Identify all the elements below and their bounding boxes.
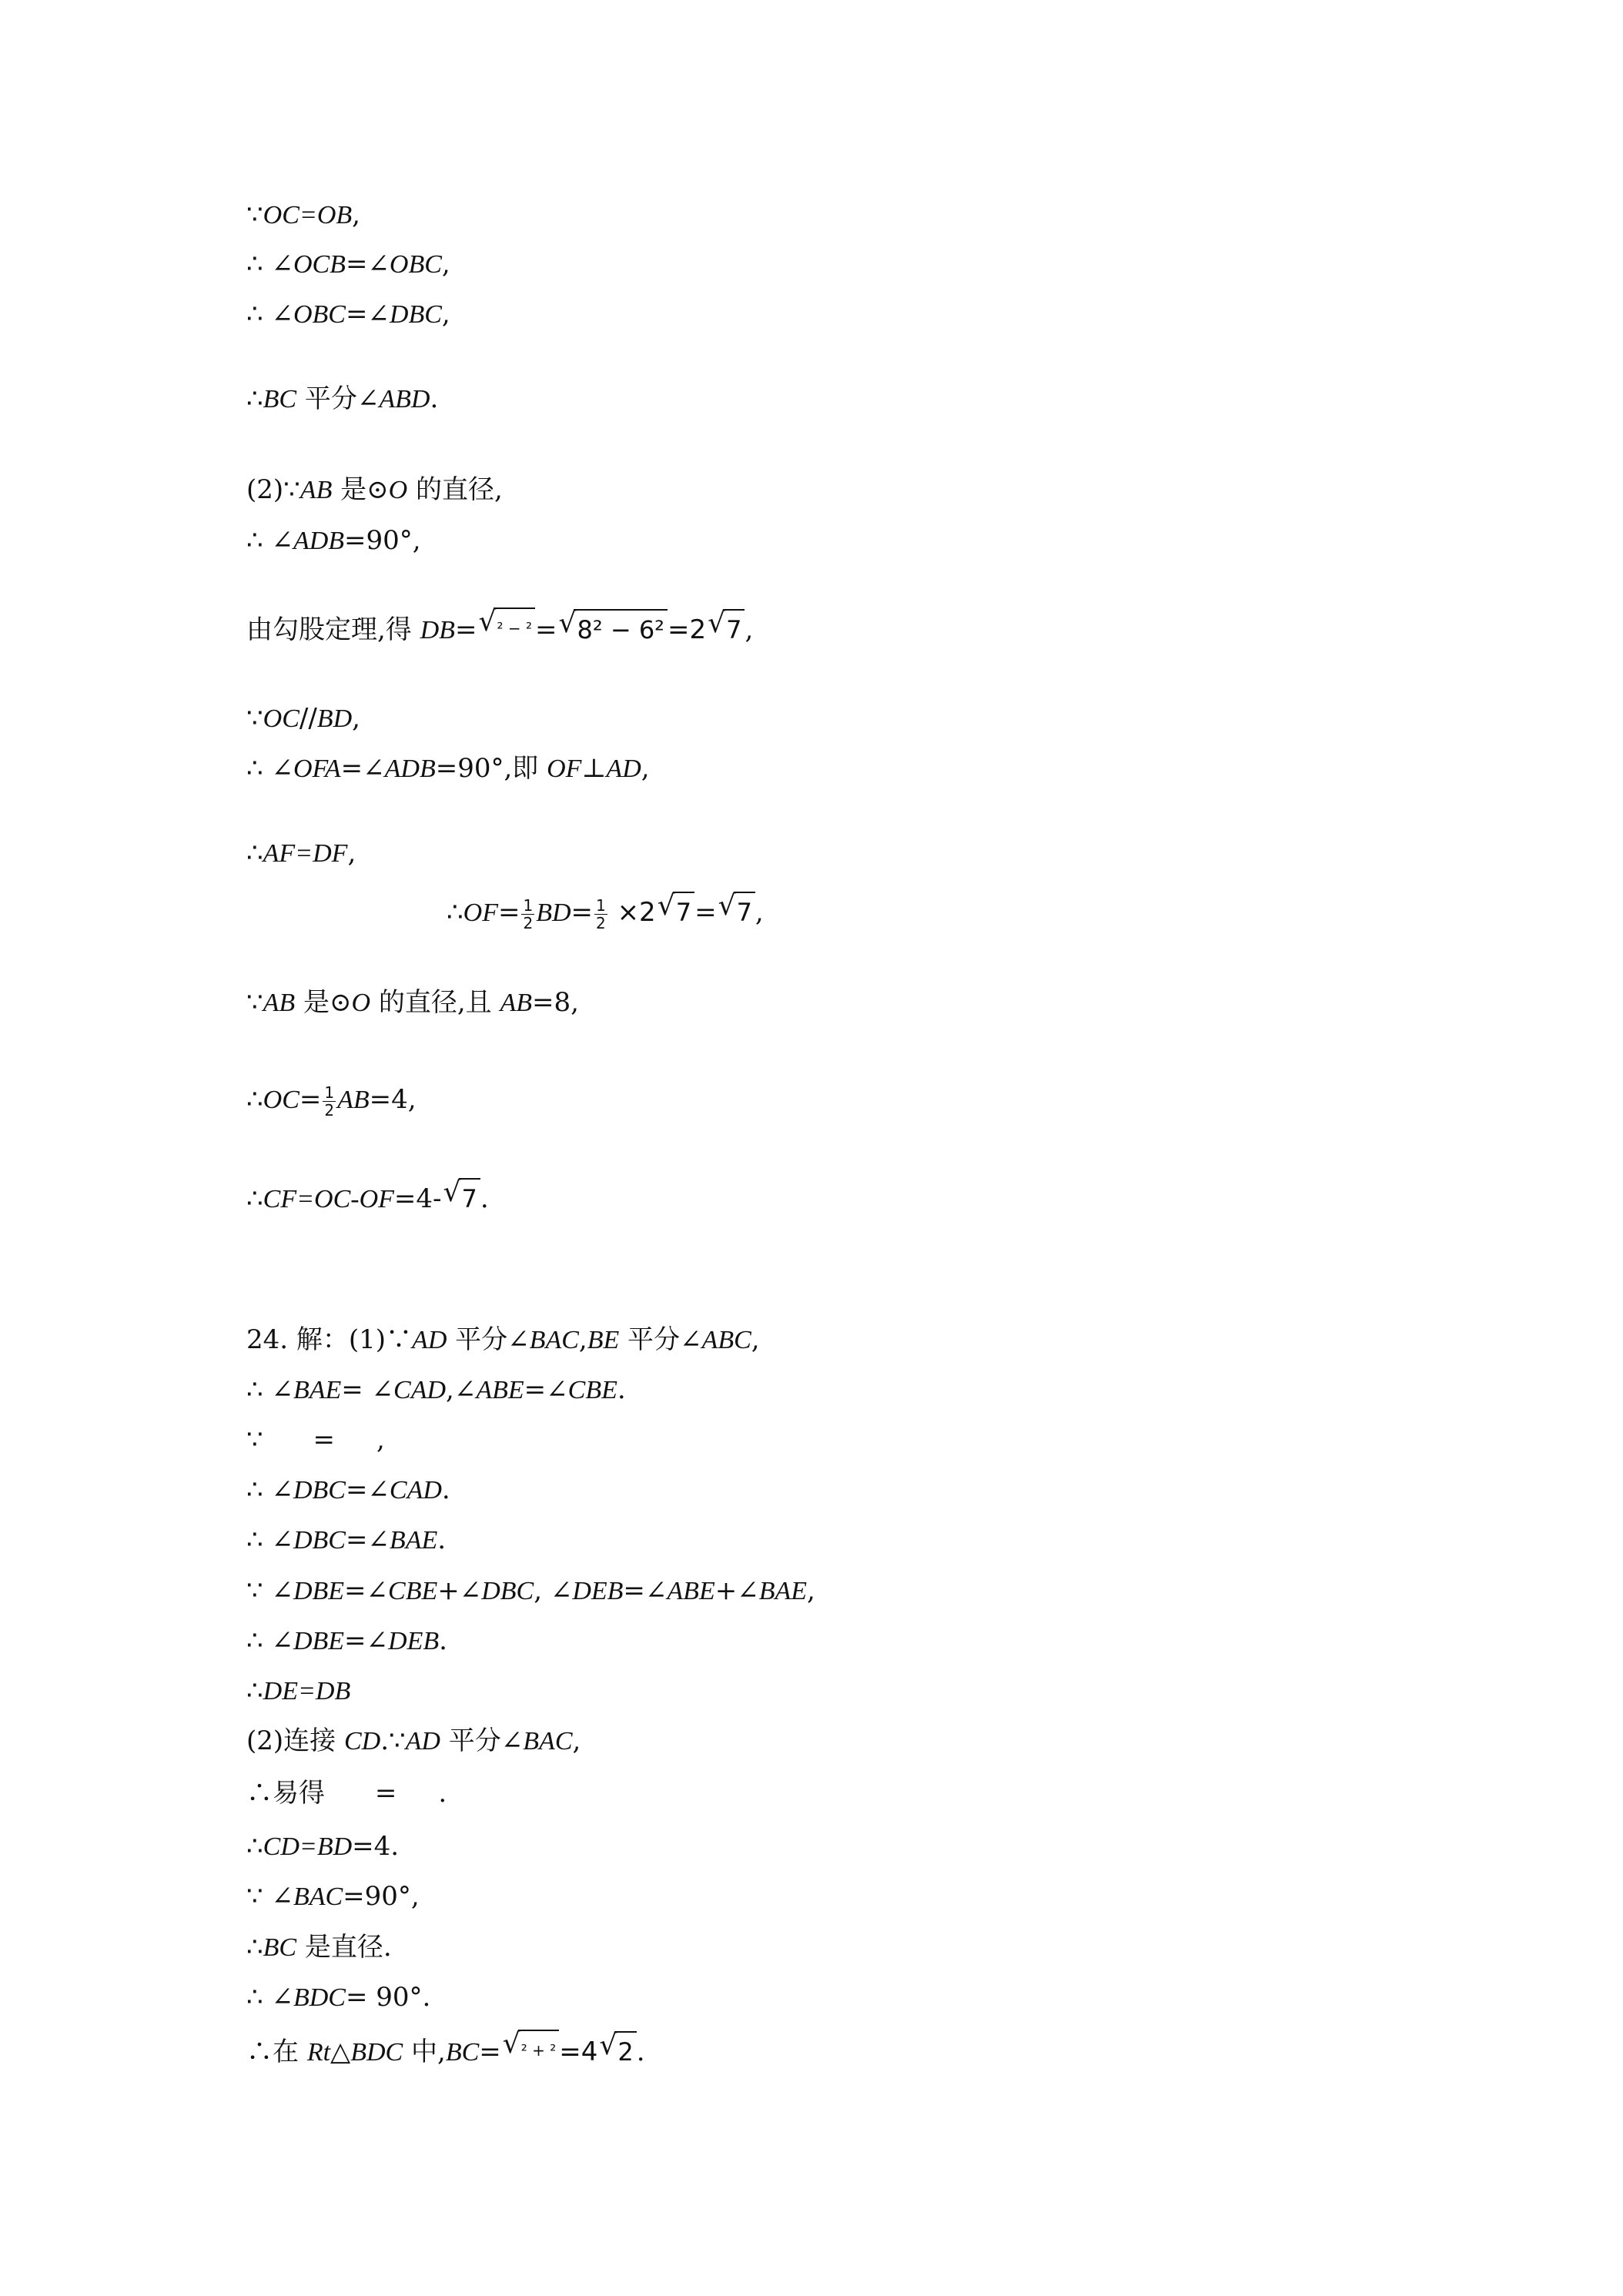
since-symbol: ∵ — [246, 703, 263, 734]
angle-name: ADB — [384, 755, 436, 783]
text-line — [246, 246, 450, 283]
text: 是⊙ — [332, 474, 389, 505]
segment-name: BC — [263, 1933, 297, 1962]
equals: = — [694, 897, 717, 928]
segment-name: AD — [606, 755, 641, 783]
text: =8, — [532, 987, 579, 1018]
since-angle: ∵ ∠ — [246, 1575, 293, 1606]
part-label: (2)连接 — [246, 1725, 344, 1756]
numerator: 1 — [523, 895, 534, 915]
punctuation: , — [347, 838, 356, 869]
therefore-angle: ∴ ∠ — [246, 1374, 293, 1405]
radicand: 7 — [459, 1178, 480, 1217]
equals-angle: =∠ — [340, 753, 385, 784]
math-expression: CD=BD — [263, 1832, 353, 1861]
segment-name: BD — [536, 899, 571, 927]
coefficient: =4 — [559, 2037, 598, 2067]
angle-name: BAC — [523, 1727, 573, 1755]
angle-name: CAD — [389, 1476, 442, 1504]
therefore-angle: ∴ ∠ — [246, 1474, 293, 1505]
therefore-symbol: ∴ — [246, 383, 263, 414]
punctuation: . — [437, 1525, 447, 1555]
text-line — [246, 1082, 417, 1119]
math-expression: AF=DF — [263, 839, 348, 868]
angle-name: BAC — [293, 1883, 343, 1911]
angle-name: OFA — [293, 755, 341, 783]
numerator: 1 — [596, 895, 606, 915]
text: =90°, — [344, 525, 421, 556]
therefore-symbol: ∴ — [246, 1675, 263, 1706]
plus-angle: +∠ — [437, 1575, 482, 1606]
denominator: 2 — [324, 1100, 335, 1120]
angle-name: BDC — [293, 1983, 346, 2012]
plus-angle: +∠ — [714, 1575, 759, 1606]
equals-angle: =∠ — [524, 1374, 568, 1405]
angle-name: ABD — [379, 385, 430, 413]
punctuation: , — [807, 1575, 815, 1606]
numerator: 1 — [324, 1083, 335, 1102]
punctuation: . — [480, 1183, 489, 1214]
circle-name: O — [388, 476, 408, 504]
text-line — [246, 472, 503, 508]
since-symbol: ∵ — [246, 987, 263, 1018]
text: =90°, — [343, 1881, 420, 1912]
radicand: ² − ² — [494, 607, 535, 646]
therefore-angle: ∴ ∠ — [246, 525, 293, 556]
text: =4- — [393, 1183, 442, 1214]
angle-name: CAD — [393, 1376, 447, 1404]
radicand: 7 — [673, 892, 694, 930]
sqrt-expression — [478, 607, 535, 648]
text: , ∠ — [534, 1575, 573, 1606]
text-line — [246, 1322, 760, 1358]
angle-name: BAE — [758, 1577, 808, 1605]
text-line — [246, 1930, 392, 1966]
text-line — [246, 701, 360, 737]
therefore-symbol: ∴ — [246, 1183, 263, 1214]
fraction — [594, 897, 607, 932]
sqrt-expression — [443, 1178, 480, 1217]
math-expression: Rt — [306, 2038, 331, 2067]
punctuation: , — [751, 1324, 760, 1355]
text-line — [246, 1723, 581, 1759]
sqrt-expression — [503, 2030, 560, 2070]
math-expression: CF=OC-OF — [263, 1185, 394, 1213]
angle-name: BAC — [529, 1326, 579, 1354]
text-line — [246, 381, 438, 417]
text: 中, — [403, 2037, 446, 2067]
punctuation: , — [578, 1324, 587, 1355]
text: 的直径,且 — [370, 987, 500, 1018]
radicand: 2 — [614, 2031, 636, 2070]
angle-name: DBC — [293, 1476, 346, 1504]
punctuation: . — [430, 383, 439, 414]
text-line — [246, 1673, 350, 1709]
therefore-symbol: ∴ — [246, 1932, 263, 1963]
punctuation: , — [641, 753, 650, 784]
punctuation: . — [617, 1374, 626, 1405]
punctuation: , — [745, 614, 754, 645]
equals-angle: =∠ — [345, 299, 390, 330]
segment-name: AB — [500, 989, 533, 1017]
since-angle: ∵ ∠ — [246, 1881, 293, 1912]
punctuation: , — [441, 299, 450, 330]
text: =90°,即 — [435, 753, 547, 784]
text-line — [246, 751, 650, 787]
equals: = — [497, 897, 520, 928]
text: ∵ = , — [246, 1424, 385, 1455]
angle-name: DEB — [388, 1627, 440, 1655]
angle-name: BAE — [389, 1526, 438, 1555]
segment-name: OF — [463, 899, 498, 927]
text: 平分∠ — [447, 1324, 530, 1355]
equals-angle: =∠ — [345, 249, 390, 279]
text: 平分∠ — [619, 1324, 702, 1355]
math-expression: DE=DB — [263, 1677, 351, 1705]
segment-name: AB — [300, 476, 333, 504]
segment-name: BC — [263, 385, 297, 413]
text-line — [246, 523, 421, 559]
text: ∴易得 = . — [246, 1778, 447, 1809]
punctuation: , — [755, 897, 764, 928]
segment-name: DB — [420, 616, 455, 644]
segment-name: BE — [587, 1326, 620, 1354]
perpendicular-symbol: ⊥ — [581, 753, 607, 784]
text-line — [246, 1178, 489, 1217]
text-line — [246, 1980, 430, 2016]
angle-name: OBC — [389, 250, 442, 279]
text-line — [246, 1573, 815, 1609]
text: =4, — [369, 1084, 417, 1115]
punctuation: . — [439, 1625, 447, 1656]
text-line — [246, 1472, 450, 1508]
text-line — [246, 1879, 420, 1915]
denominator: 2 — [596, 913, 606, 932]
equals-angle: =∠ — [344, 1625, 389, 1656]
text: 平分∠ — [296, 383, 380, 414]
segment-name: CD — [343, 1727, 381, 1755]
punctuation: , — [352, 703, 360, 734]
coefficient: =2 — [668, 614, 707, 645]
text: 由勾股定理,得 — [246, 614, 420, 645]
parallel-symbol: // — [299, 703, 317, 734]
sqrt-expression — [558, 609, 668, 648]
angle-name: DEB — [572, 1577, 624, 1605]
text-line — [246, 197, 360, 233]
text: = 90°. — [345, 1982, 431, 2013]
angle-name: CBE — [567, 1376, 617, 1404]
text-line — [246, 607, 753, 648]
equals: = — [479, 2037, 501, 2067]
text-line — [246, 1829, 399, 1865]
therefore-symbol: ∴ — [246, 1831, 263, 1862]
equals: = — [454, 614, 477, 645]
radicand: 7 — [723, 609, 745, 648]
punctuation: . — [441, 1474, 450, 1505]
text: 平分∠ — [440, 1725, 524, 1756]
radicand: 8² − 6² — [574, 609, 668, 648]
equals: = — [571, 897, 594, 928]
angle-name: DBC — [293, 1526, 346, 1555]
text: =4. — [352, 1831, 400, 1862]
equals-angle: =∠ — [345, 1525, 390, 1555]
fraction — [521, 897, 534, 932]
text: 的直径, — [407, 474, 503, 505]
text-line — [246, 1776, 447, 1811]
text-line — [447, 892, 764, 932]
equals-angle: =∠ — [345, 1474, 390, 1505]
angle-name: ABE — [667, 1577, 715, 1605]
angle-name: OCB — [293, 250, 346, 279]
angle-name: ADB — [293, 527, 345, 555]
therefore-symbol: ∴ — [447, 897, 463, 928]
text: .∵ — [380, 1725, 406, 1756]
text-line — [246, 835, 356, 872]
sqrt-expression — [718, 892, 755, 930]
angle-name: DBC — [389, 300, 442, 329]
segment-name: BC — [445, 2038, 480, 2067]
text: ∴在 — [246, 2037, 307, 2067]
radicand: ² + ² — [518, 2030, 560, 2068]
therefore-angle: ∴ ∠ — [246, 1625, 293, 1656]
therefore-angle: ∴ ∠ — [246, 249, 293, 279]
equals: = — [299, 1084, 322, 1115]
text-line — [246, 1623, 447, 1659]
triangle-symbol: △ — [330, 2037, 351, 2067]
text: 是直径. — [296, 1932, 392, 1963]
segment-name: BD — [316, 705, 353, 733]
therefore-angle: ∴ ∠ — [246, 1525, 293, 1555]
angle-name: ABC — [701, 1326, 751, 1354]
angle-name: BAE — [293, 1376, 342, 1404]
punctuation: . — [636, 2037, 645, 2067]
text-line — [246, 1372, 626, 1408]
therefore-angle: ∴ ∠ — [246, 299, 293, 330]
equals-angle: =∠ — [623, 1575, 668, 1606]
text-line — [246, 2030, 645, 2070]
equals-angle: =∠ — [344, 1575, 389, 1606]
angle-name: DBE — [293, 1577, 345, 1605]
text-line — [246, 296, 450, 333]
segment-name: AB — [337, 1086, 370, 1114]
punctuation: , — [572, 1725, 581, 1756]
angle-name: OBC — [293, 300, 346, 329]
segment-name: OC — [263, 705, 300, 733]
text: ,∠ — [446, 1374, 477, 1405]
denominator: 2 — [523, 913, 534, 932]
therefore-angle: ∴ ∠ — [246, 1982, 293, 2013]
math-expression: OC=OB — [263, 201, 353, 229]
equals: = — [534, 614, 557, 645]
since-symbol: ∵ — [246, 199, 263, 230]
text-line — [246, 1522, 446, 1558]
triangle-name: BDC — [350, 2038, 403, 2067]
segment-name: OF — [547, 755, 582, 783]
segment-name: AD — [412, 1326, 447, 1354]
angle-name: DBC — [481, 1577, 534, 1605]
sqrt-expression — [599, 2031, 636, 2070]
punctuation: , — [352, 199, 360, 230]
therefore-angle: ∴ ∠ — [246, 753, 293, 784]
fraction — [323, 1084, 336, 1119]
radicand: 7 — [734, 892, 755, 930]
therefore-symbol: ∴ — [246, 1084, 263, 1115]
product: ×2 — [608, 897, 656, 928]
sqrt-expression — [658, 892, 694, 930]
question-number: 24. 解：(1)∵ — [246, 1324, 413, 1355]
text: 是⊙ — [295, 987, 352, 1018]
angle-name: CBE — [388, 1577, 438, 1605]
segment-name: OC — [263, 1086, 300, 1114]
angle-name: DBE — [293, 1627, 345, 1655]
angle-name: ABE — [476, 1376, 524, 1404]
segment-name: AD — [405, 1727, 440, 1755]
text-line — [246, 1422, 385, 1458]
therefore-symbol: ∴ — [246, 838, 263, 869]
part-label: (2)∵ — [246, 474, 300, 505]
segment-name: AB — [263, 989, 296, 1017]
equals-angle: = ∠ — [341, 1374, 394, 1405]
text-line — [246, 985, 579, 1021]
circle-name: O — [351, 989, 371, 1017]
sqrt-expression — [708, 609, 745, 648]
punctuation: , — [441, 249, 450, 279]
